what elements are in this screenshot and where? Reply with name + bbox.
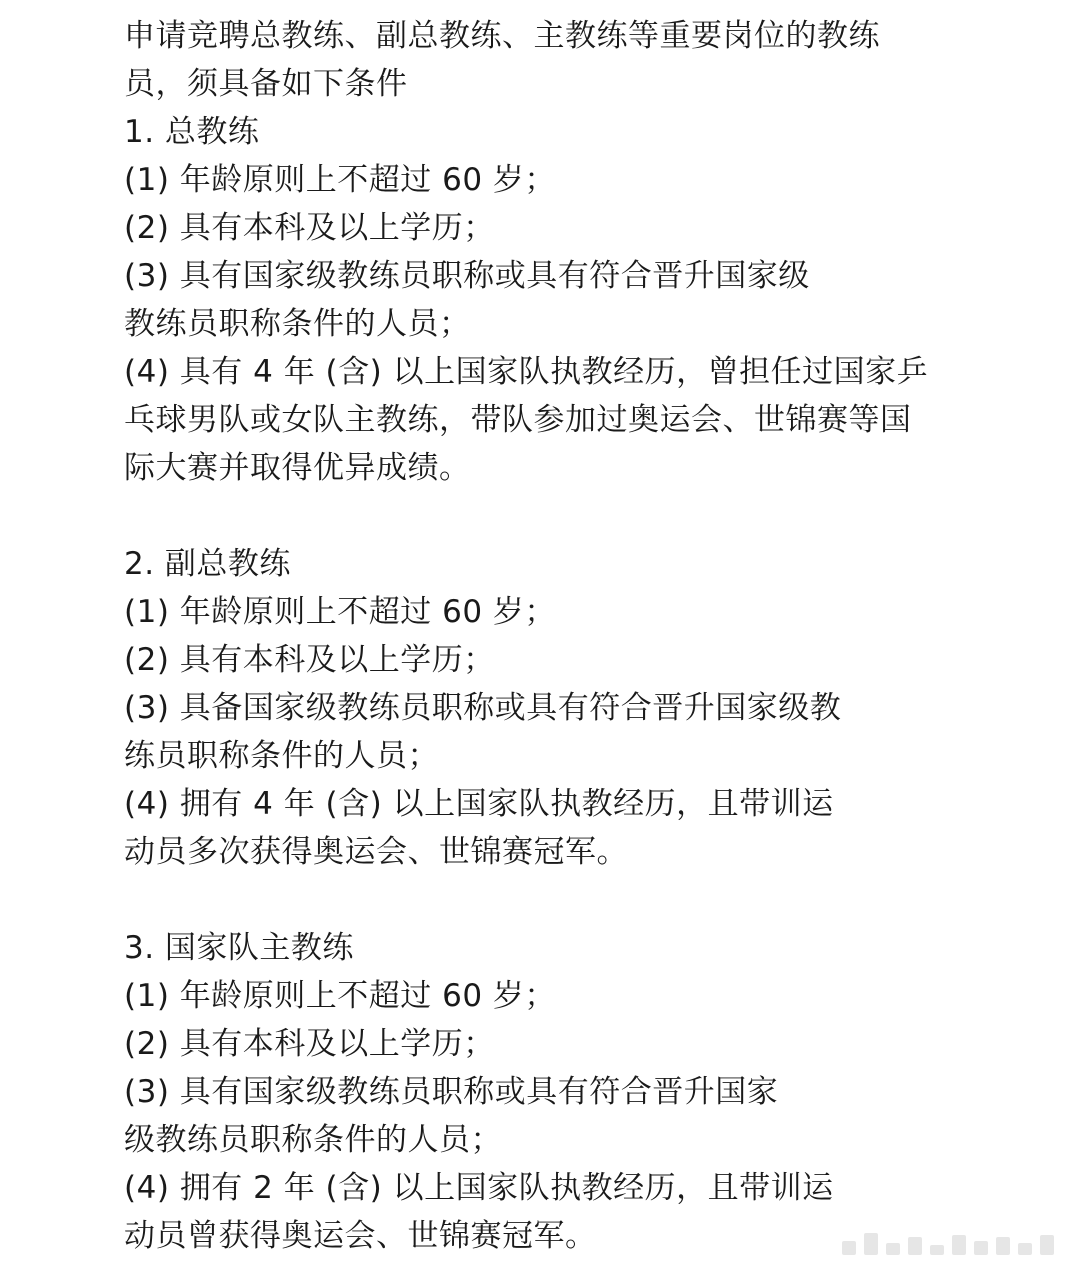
requirement-line: (2) 具有本科及以上学历； [124,210,495,246]
requirement-line: 乓球男队或女队主教练，带队参加过奥运会、世锦赛等国 [124,402,912,438]
section-head-coach [124,108,984,492]
cropped-previous-line [120,0,820,6]
document-body [124,12,984,1260]
section-team-head-coach [124,924,984,1260]
intro-line-2: 员，须具备如下条件 [124,66,408,102]
requirement-line: (2) 具有本科及以上学历； [124,1026,495,1062]
requirement-line: (1) 年龄原则上不超过 60 岁； [124,594,556,630]
requirement-line: (1) 年龄原则上不超过 60 岁； [124,162,556,198]
requirement-line: 动员曾获得奥运会、世锦赛冠军。 [124,1218,597,1254]
requirement-line: 练员职称条件的人员； [124,738,439,774]
requirement-line: (4) 具有 4 年 (含) 以上国家队执教经历，曾担任过国家乒 [124,354,929,390]
requirement-line: (4) 拥有 4 年 (含) 以上国家队执教经历，且带训运 [124,786,834,822]
requirement-line: (1) 年龄原则上不超过 60 岁； [124,978,556,1014]
requirement-line: (4) 拥有 2 年 (含) 以上国家队执教经历，且带训运 [124,1170,834,1206]
paragraph-gap [124,876,984,924]
requirement-line: 教练员职称条件的人员； [124,306,471,342]
requirement-line: 际大赛并取得优异成绩。 [124,450,471,486]
requirement-line: (3) 具有国家级教练员职称或具有符合晋升国家 [124,1074,779,1110]
section-heading: 1. 总教练 [124,114,260,150]
requirement-line: (3) 具有国家级教练员职称或具有符合晋升国家级 [124,258,810,294]
intro-line-1: 申请竞聘总教练、副总教练、主教练等重要岗位的教练 [124,18,880,54]
watermark [842,1233,1072,1255]
requirement-line: 级教练员职称条件的人员； [124,1122,502,1158]
section-heading: 2. 副总教练 [124,546,291,582]
requirement-line: (3) 具备国家级教练员职称或具有符合晋升国家级教 [124,690,842,726]
requirement-line: (2) 具有本科及以上学历； [124,642,495,678]
paragraph-gap [124,492,984,540]
section-heading: 3. 国家队主教练 [124,930,354,966]
section-deputy-head-coach [124,540,984,876]
requirement-line: 动员多次获得奥运会、世锦赛冠军。 [124,834,628,870]
